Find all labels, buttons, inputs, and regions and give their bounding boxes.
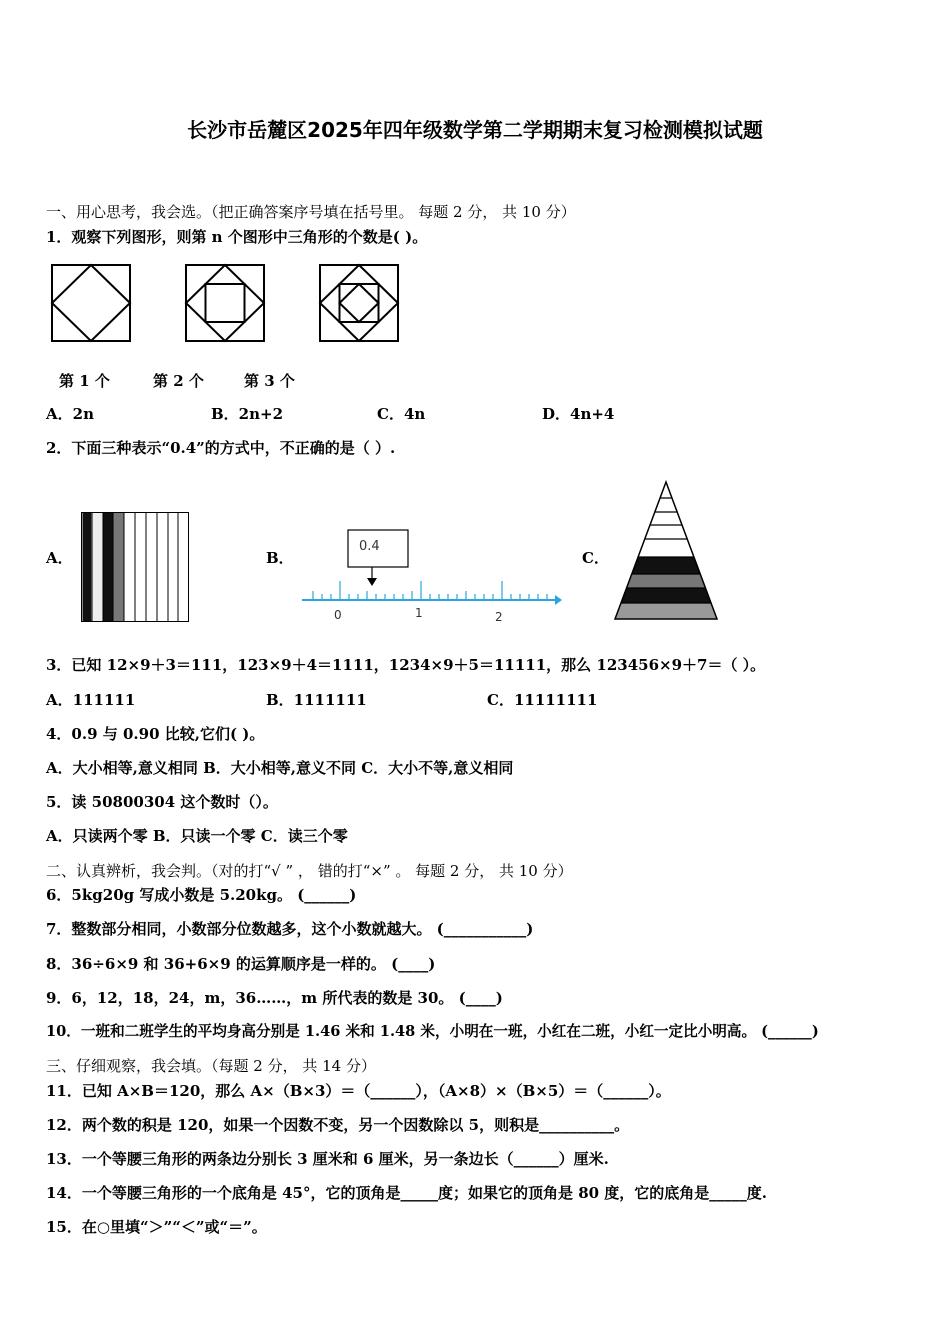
q1-caption-1: 第 1 个 — [59, 372, 110, 390]
section-1-header: 一、用心思考，我会选。（把正确答案序号填在括号里。 每题 2 分， 共 10 分） — [46, 203, 576, 221]
question-15: 15．在○里填“＞”“＜”或“＝”。 — [46, 1218, 267, 1236]
question-12: 12．两个数的积是 120，如果一个因数不变，另一个因数除以 5，则积是__________。 — [46, 1116, 630, 1134]
question-1: 1．观察下列图形，则第 n 个图形中三角形的个数是( )。 — [46, 228, 428, 246]
q5-options[interactable]: A．只读两个零 B．只读一个零 C．读三个零 — [46, 827, 348, 845]
q2-figure-a-strips — [81, 512, 189, 622]
question-3: 3．已知 12×9＋3＝111，123×9＋4＝1111，1234×9＋5＝11111，那么 123456×9＋7＝（ ）。 — [46, 656, 766, 674]
question-10: 10．一班和二班学生的平均身高分别是 1.46 米和 1.48 米，小明在一班，小红在二班，小红一定比小明高。 (______) — [46, 1023, 819, 1040]
q1-figure-2 — [185, 264, 265, 342]
question-2: 2．下面三种表示“0.4”的方式中，不正确的是（ ）. — [46, 439, 396, 457]
question-8: 8．36÷6×9 和 36+6×9 的运算顺序是一样的。 (____) — [46, 955, 436, 973]
q2-label-b[interactable]: B． — [266, 549, 294, 567]
question-4: 4．0.9 与 0.90 比较,它们( )。 — [46, 725, 265, 743]
question-5: 5．读 50800304 这个数时（）。 — [46, 793, 278, 811]
question-6: 6．5kg20g 写成小数是 5.20kg。 (______) — [46, 886, 357, 904]
q3-option-a[interactable]: A．111111 — [46, 691, 136, 709]
q2-label-c[interactable]: C． — [582, 549, 609, 567]
q3-option-c[interactable]: C．11111111 — [487, 691, 598, 709]
q4-options[interactable]: A．大小相等,意义相同 B．大小相等,意义不同 C．大小不等,意义相同 — [46, 759, 514, 777]
q3-option-b[interactable]: B．1111111 — [266, 691, 367, 709]
q2-tick-1: 1 — [415, 606, 423, 620]
q2-figure-c-pyramid — [614, 482, 718, 620]
section-3-header: 三、仔细观察，我会填。（每题 2 分， 共 14 分） — [46, 1057, 376, 1075]
question-13: 13．一个等腰三角形的两条边分别长 3 厘米和 6 厘米，另一条边长（______）厘米. — [46, 1150, 609, 1168]
q2-tick-0: 0 — [334, 608, 342, 622]
q1-caption-2: 第 2 个 — [153, 372, 204, 390]
q2-box-value: 0.4 — [359, 539, 380, 554]
question-7: 7．整数部分相同，小数部分位数越多，这个小数就越大。 (___________) — [46, 920, 534, 938]
q2-tick-2: 2 — [495, 610, 503, 624]
q1-option-c[interactable]: C．4n — [377, 405, 426, 423]
page-title: 长沙市岳麓区2025年四年级数学第二学期期末复习检测模拟试题 — [187, 118, 763, 142]
section-2-header: 二、认真辨析，我会判。（对的打“√ ” ， 错的打“×” 。 每题 2 分， 共 10 分） — [46, 862, 573, 880]
q1-figure-3 — [319, 264, 399, 342]
q1-caption-3: 第 3 个 — [244, 372, 295, 390]
q1-option-d[interactable]: D．4n+4 — [542, 405, 615, 423]
q2-label-a[interactable]: A． — [46, 549, 73, 567]
question-14: 14．一个等腰三角形的一个底角是 45°，它的顶角是_____度；如果它的顶角是 80 度，它的底角是_____度. — [46, 1184, 768, 1202]
question-11: 11．已知 A×B＝120，那么 A×（B×3）＝（______），（A×8）×（B×5）＝（______）。 — [46, 1082, 671, 1100]
q1-figure-1 — [51, 264, 131, 342]
q1-option-b[interactable]: B．2n+2 — [211, 405, 284, 423]
question-9: 9．6，12，18，24，m，36……，m 所代表的数是 30。 (____) — [46, 989, 503, 1007]
q1-option-a[interactable]: A．2n — [46, 405, 94, 423]
